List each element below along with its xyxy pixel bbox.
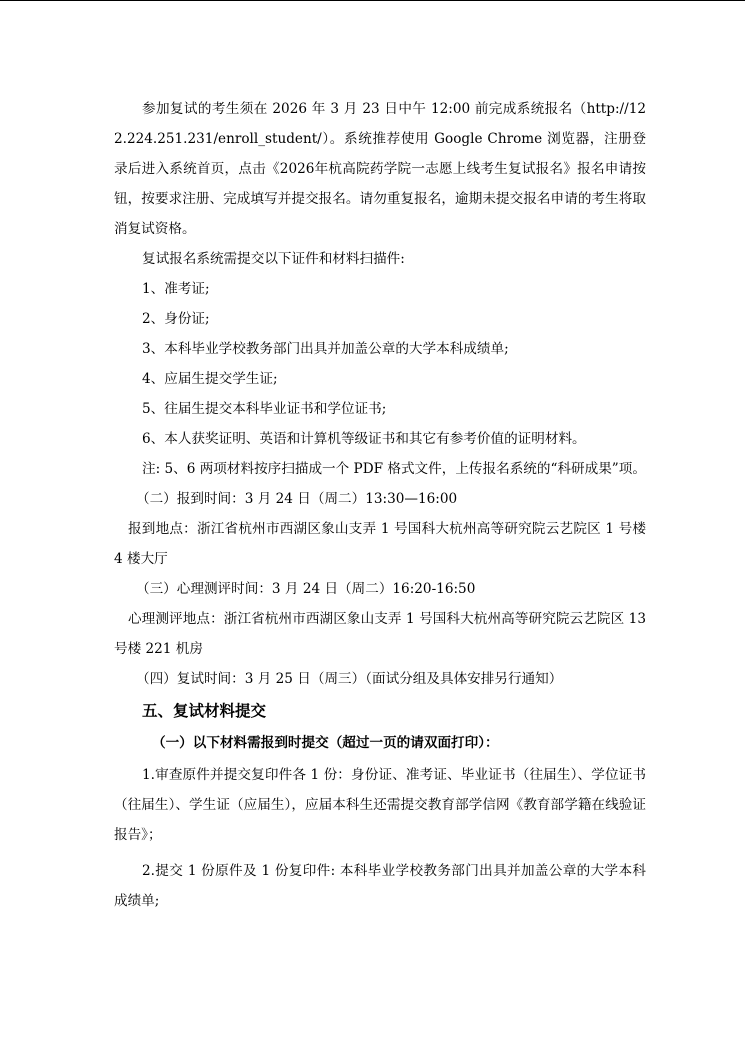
list-item-id-card: 2、身份证;: [142, 311, 210, 327]
retest-time: （四）复试时间：3 月 25 日（周三）（面试分组及具体安排另行通知）: [136, 671, 563, 687]
list-item-diploma: 5、往届生提交本科毕业证书和学位证书;: [142, 401, 387, 417]
document-page: [114, 94, 646, 916]
checkin-place: 报到地点：浙江省杭州市西湖区象山支弄 1 号国科大杭州高等研究院云艺院区 1 号楼 4 楼大厅: [114, 521, 646, 567]
materials-item-transcript: 2.提交 1 份原件及 1 份复印件: 本科毕业学校教务部门出具并加盖公章的大学本科成绩单;: [114, 863, 646, 909]
section-heading-materials: 五、复试材料提交: [142, 702, 267, 720]
materials-intro: 复试报名系统需提交以下证件和材料扫描件:: [142, 251, 405, 267]
registration-paragraph: 参加复试的考生须在 2026 年 3 月 23 日中午 12:00 前完成系统报名（http://122.224.251.231/enroll_student/）。系统推荐使用 Google Chrome 浏览器，注册登录后进入系统首页，点击《2026年杭高院药学院一志愿上线考生复试报名》报名申请按钮，按要求注册、完成填写并提交报名。请勿重复报名，逾期未提交报名申请的考生将取消复试资格。: [114, 101, 646, 237]
page-top-border: [0, 0, 745, 1]
checkin-time: （二）报到时间：3 月 24 日（周二）13:30—16:00: [136, 491, 458, 507]
list-item-student-card: 4、应届生提交学生证;: [142, 371, 278, 387]
subsection-heading-checkin-materials: （一）以下材料需报到时提交（超过一页的请双面打印）：: [152, 735, 499, 751]
list-item-transcript: 3、本科毕业学校教务部门出具并加盖公章的大学本科成绩单;: [142, 341, 509, 357]
list-item-admission-ticket: 1、准考证;: [142, 281, 210, 297]
psych-test-time: （三）心理测评时间：3 月 24 日（周二）16:20-16:50: [136, 581, 476, 597]
note-paragraph: 注: 5、6 两项材料按序扫描成一个 PDF 格式文件，上传报名系统的“科研成果”项。: [142, 461, 646, 477]
materials-item-originals: 1.审查原件并提交复印件各 1 份：身份证、准考证、毕业证书（往届生）、学位证书（往届生）、学生证（应届生），应届本科生还需提交教育部学信网《教育部学籍在线验证报告》；: [114, 767, 646, 843]
list-item-certificates: 6、本人获奖证明、英语和计算机等级证书和其它有参考价值的证明材料。: [142, 431, 586, 447]
psych-test-place: 心理测评地点：浙江省杭州市西湖区象山支弄 1 号国科大杭州高等研究院云艺院区 13 号楼 221 机房: [114, 611, 646, 657]
